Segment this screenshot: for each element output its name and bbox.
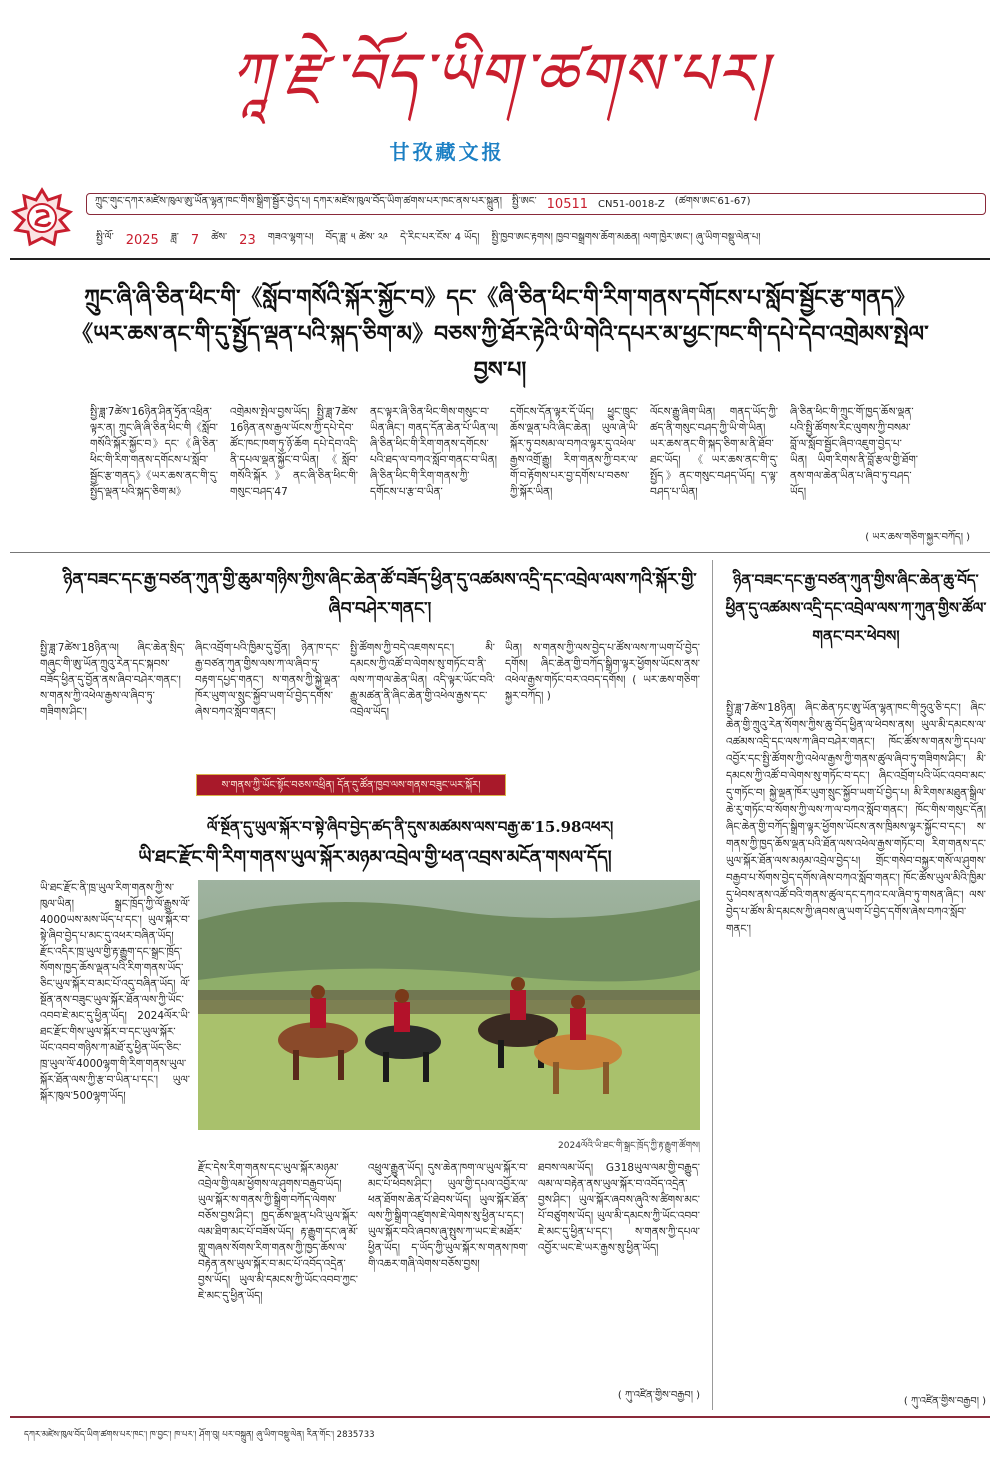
tibetan-date: བོད་ཟླ་ ༥ ཚེས་ ༢༩ — [325, 232, 389, 243]
article4-col3: འཕྲུལ་རྒྱུན་ཡོད། དུས་ཆེན་ཁག་ལ་ཡུལ་སྐོར་བ་མང་པོ་ཕེབས་ཤིང་། ཡུལ་གྱི་དཔལ་འབྱོར་ལ་ཕན་ཐོགས་ཆེན་པོ་ཐེབས་ཡོད། ཡུལ་སྐོར་ཐོན་ལས་ཀྱི་སྒྲིག་འཛུགས་ཇེ་ལེགས་སུ་ཕྱིན་པ་དང་། ཡུལ་སྐོར་བའི་ཞབས་ཞུ་སྤུས་ཀ་ཡང་ཇེ་མཐོར་ཕྱིན་ཡོད། ད་ཡོད་ཀྱི་ཡུལ་སྐོར་ས་གནས་ཁག་གི་འཆར་གཞི་ལེགས་བཅོས་བྱས། — [368, 1162, 528, 1270]
issue-number: 10511 — [546, 196, 589, 212]
article1-col1: སྤྱི་ཟླ་7ཚེས་16ཉིན་ཤིན་ཧྲོན་འཕྲིན་ལྟར་ན། ཀྲུང་ཞི་ཞི་ཅིན་ཕིང་གི《སློབ་གསོའི་སྐོར་སྐྱོང་བ》དང་《ཞི་ཅིན་ཕིང་གི་རིག་གནས་དགོངས་པ་སློབ་སྦྱོང་རྩ་གནད》《ཡར་ཆས་ནང་གི་དུ་སྤྱོད་ལྡན་པའི་སྐད་ཅིག་མ》 — [90, 406, 218, 498]
page-count: དེ་རིང་པར་ངོས་ 4 ཡོད། — [400, 232, 480, 243]
section-divider — [10, 552, 990, 553]
article4-col4: ཐབས་ལམ་ཡོད། G318ཡུལ་ལམ་གྱི་བརྒྱུད་ལམ་ལ་བརྟེན་ནས་ཡུལ་སྐོར་བ་འབོད་འདྲེན་བྱས་ཤིང་། ཡུལ་སྐོར་ཞབས་ཞུའི་ས་ཚིགས་མང་པོ་བཙུགས་ཡོད། ཡུལ་མི་དམངས་ཀྱི་ཡོང་འབབ་ཇེ་མང་དུ་ཕྱིན་པ་དང་། ས་གནས་ཀྱི་དཔལ་འབྱོར་ཡང་ཇེ་ཡར་རྒྱས་སུ་ཕྱིན་ཡོད། — [538, 1162, 700, 1254]
article2-headline: ཉིན་བཟང་དང་རྒྱ་བཙན་ཀུན་གྱི་ཆུམ་གཉིས་ཀྱིས་ཞིང་ཆེན་ཚོ་བཟོད་ཕྱིན་དུ་འཚམས་འདྲི་དང་འབྲེལ་ལས་ཀའི་སྐོར་གྱི་ཞིབ་བཤེར་གནང་། — [63, 570, 697, 619]
masthead — [0, 0, 1000, 186]
article1-col5: ལོངས་རྒྱུ་ཞིག་ཡིན། གནད་ཡོད་ཀྱི་ཚད་ནི་གསུང་བཤད་ཀྱི་ཡི་གེ་ཡིན། ཡར་ཆས་ནང་གི་སྐད་ཅིག་མ་ནི་ཐོབ་ཐང་ཡོད། 《ཡར་ཆས་ནང་གི་དུ་སྤྱོད》ནང་གསུང་བཤད་ཡོད། ད་ལྟ་བཤད་པ་ཡིན། — [650, 406, 778, 498]
cn-code-suffix: (ཚགས་ཨང་61-67) — [674, 196, 751, 207]
newspaper-logo-icon — [10, 186, 74, 250]
extra-info: སྤྱི་ཁྱབ་ཨང་རྟགས། ཁྱབ་བསྒྲགས་ཆོག་མཆན། ལག་ཁྱེར་ཨང་། ཞུ་ཡིག་བསྡུ་ལེན་པ། — [491, 232, 761, 243]
masthead-chinese-title: 甘孜藏文报 — [389, 140, 505, 164]
year: 2025 — [125, 232, 159, 248]
day: 23 — [239, 232, 256, 248]
article2-col1: སྤྱི་ཟླ་7ཚེས་18ཉིན་ལ། ཞིང་ཆེན་སྲིད་གཞུང་གི་ཨུ་ཡོན་ཀྲུའུ་རེན་དང་སྐབས་བཟོད་ཕྱིན་དུ་བྱོན་ནས་ཞིབ་བཤེར་གནང་། ས་གནས་ཀྱི་འཕེལ་རྒྱས་ལ་ཞིབ་ཏུ་གཟིགས་ཤིང་། — [40, 642, 185, 718]
day-label: ཚེས་ — [211, 232, 228, 243]
section-banner: ས་གནས་ཀྱི་ཡོང་སྟོང་བཅས་འཕྲིན། དོན་དུ་ཚོན་ཁྱབ་ལས་གནས་བཟུང་ཡར་སྐོར། — [196, 774, 506, 796]
year-label: སྤྱི་ལོ་ — [96, 232, 114, 243]
article1-col2: འགྲེམས་སྤེལ་བྱས་ཡོད། སྤྱི་ཟླ་7ཚེས་16ཉིན་ནས་རྒྱལ་ཡོངས་ཀྱི་དཔེ་དེབ་ཚོང་ཁང་ཁག་ཏུ་ཉོ་ཆོག དཔེ་དེབ་འདི་ནི་དཔལ་ལྡན་སྐྱོང་བ་ཡིན། 《སློབ་གསོའི་སྐོར》ནང་ཞི་ཅིན་ཕིང་གི་གསུང་བཤད་47 — [230, 406, 358, 498]
article2-col3: སྤྱི་ཚོགས་ཀྱི་བདེ་འཇགས་དང་། མི་དམངས་ཀྱི་འཚོ་བ་ལེགས་སུ་གཏོང་བ་ནི་ལས་ཀ་གལ་ཆེན་ཡིན། འདི་ལྟར་ཡོང་བའི་རྒྱུ་མཚན་ནི་ཞིང་ཆེན་གྱི་འཕེལ་རྒྱས་དང་འབྲེལ་ཡོད། — [350, 642, 495, 718]
issue-label: སྤྱི་ཨང་ — [511, 196, 537, 207]
article4-headline-line1: ལོ་སྔོན་དུ་ཡུལ་སྐོར་བ་སྟེ་ཞིབ་བྱེད་ཚད་ནི་དུས་མཚམས་ལས་བརྒྱ་ཆ་15.98འཕར། — [206, 818, 614, 836]
article4-headline-line2: ཡི་ཐང་རྫོང་གི་རིག་གནས་ཡུལ་སྐོར་མཉམ་འབྲེལ་གྱི་ཕན་འབྲས་མངོན་གསལ་དོད། — [138, 847, 612, 868]
publisher-info: ཀྲུང་གུང་དཀར་མཛེས་ཁུལ་ཨུ་ཡོན་ལྷན་ཁང་གིས་སྒྲིག་སྦྱོར་བྱེད་པ། དཀར་མཛེས་ཁུལ་བོད་ཡིག་ཚགས་པར་ཁང་ནས་པར་སྐྲུན། — [95, 196, 502, 207]
article1-col6: ཞི་ཅིན་ཕིང་གི་ཀྲུང་གོ་ཁྱད་ཆོས་ལྡན་པའི་སྤྱི་ཚོགས་རིང་ལུགས་ཀྱི་བསམ་བློ་ལ་སློབ་སྦྱོང་ཞིབ་འཇུག་བྱེད་པ་ཡིན། ཡིག་རིགས་ནི་བློ་རྩལ་གྱི་ཐོག་ནས་གལ་ཆེན་ཡིན་པ་ཞིབ་ཏུ་བཤད་ཡོད། — [790, 406, 918, 498]
article3-byline: ( ཀུ་འཛིན་གྱིས་བརྒྱབ། ) — [903, 1396, 986, 1407]
article4-left-column: ཡི་ཐང་རྫོང་ནི་ཁྲ་ཡུལ་རིག་གནས་ཀྱི་ས་ཁུལ་ཡིན། སྒྲང་ཁྲོད་ཀྱི་ལོ་རྒྱུས་ལོ་4000ཡས་མས་ཡོད་པ་དང་། ཡུལ་སྐོར་བ་སྟེ་ཞིབ་བྱེད་པ་མང་དུ་འཕར་བཞིན་ཡོད། རྫོང་འདིར་ཁྲ་ཡུལ་གྱི་རྟ་རྒྱུག་དང་སྒྲང་ཁྲོད་སོགས་ཁྱད་ཆོས་ལྡན་པའི་རིག་གནས་ཡོད་ཅིང་ཡུལ་སྐོར་བ་མང་པོ་འདུ་བཞིན་ཡོད། ལོ་སྔོན་ནས་བཟུང་ཡུལ་སྐོར་ཐོན་ལས་ཀྱི་ཡོང་འབབ་ཇེ་མང་དུ་ཕྱིན་ཡོད། 2024ལོར་ཡི་ཐང་རྫོང་གིས་ཡུལ་སྐོར་བ་དང་ཡུལ་སྐོར་ཡོང་འབབ་གཉིས་ཀ་མཐོ་རུ་ཕྱིན་ཡོད་ཅིང་ཁྲ་ཡུལ་ལོ་4000ལྷག་གི་རིག་གནས་ཡུལ་སྐོར་ཐོན་ལས་ཀྱི་རྩ་བ་ཡིན་པ་དང་། ཡུལ་སྐོར་ཁུལ་500ལྷག་ཡོད། — [40, 882, 190, 1102]
article1-byline: ( ཡར་ཆས་གཅིག་སྐྱར་བཀོད། ) — [865, 532, 970, 543]
column-divider — [712, 560, 713, 1410]
masthead-title: ཀཱ་རྫེ་བོད་ཡིག་ཚགས་པར། — [230, 40, 770, 108]
article3-headline: ཉིན་བཟང་དང་རྒྱ་བཙན་ཀུན་གྱིས་ཞིང་ཆེན་ཆུ་བོད་ཕྱིན་དུ་འཚམས་འདྲི་དང་འབྲེལ་ལས་ཀ་ཀུན་གྱིས་ཚོལ་གནང་བར་ཕེབས། — [725, 571, 987, 645]
article2-col2: ཞིང་འབྲོག་པའི་ཁྱིམ་དུ་བྱོན། ཉེན་ཁ་དང་རྒྱ་བཙན་ཀུན་གྱིས་ལས་ཀ་ལ་ཞིབ་ཏུ་བརྟག་དཔྱད་གནང་། ས་གནས་ཀྱི་སྐྱེ་ལྡན་ཁོར་ཡུག་ལ་སྲུང་སྐྱོབ་ཡག་པོ་བྱེད་དགོས་ཞེས་བཀའ་སློབ་གནང་། — [195, 642, 340, 718]
horse-race-photo — [198, 880, 700, 1130]
photo-caption: 2024ལོའི་ཡི་ཐང་གི་སྒྲང་ཁྲོད་ཀྱི་རྟ་རྒྱུག་ཚོགས། — [558, 1141, 700, 1151]
article1-headline: ཀྲུང་ཞི་ཞི་ཅིན་ཕིང་གི་《སློབ་གསོའི་སྐོར་སྐྱོང་བ》དང་《ཞི་ཅིན་ཕིང་གི་རིག་གནས་དགོངས་པ་སློབ་སྦྱོང་རྩ་གནད》《ཡར་ཆས་ནང་གི་དུ་སྤྱོད་ལྡན་པའི་སྐད་ཅིག་མ》བཅས་ཀྱི་ཐོར་རྟེའི་ཡི་གེའི་དཔར་མ་ཕྱང་ཁང་གི་དཔེ་དེབ་འགྲེམས་སྤེལ་བྱས་པ། — [71, 285, 929, 383]
month-label: ཟླ་ — [170, 232, 179, 243]
article4-byline: ( ཀུ་འཛིན་གྱིས་བརྒྱབ། ) — [617, 1390, 700, 1401]
article3-body: སྤྱི་ཟླ་7ཚེས་18ཉིན། ཞིང་ཆེན་ཏང་ཨུ་ཡོན་ལྷན་ཁང་གི་ཧྲུའུ་ཅི་དང་། ཞིང་ཆེན་གྱི་ཀྲུའུ་རེན་སོགས་ཀྱིས་ཆུ་བོད་ཕྱིན་ལ་ཕེབས་ནས། ཡུལ་མི་དམངས་ལ་འཚམས་འདྲི་དང་ལས་ཀ་ཞིབ་བཤེར་གནང་། ཁོང་ཚོས་ས་གནས་ཀྱི་དཔལ་འབྱོར་དང་སྤྱི་ཚོགས་ཀྱི་འཕེལ་རྒྱས་ཀྱི་གནས་ཚུལ་ཞིབ་ཏུ་གཟིགས་ཤིང་། མི་དམངས་ཀྱི་འཚོ་བ་ལེགས་སུ་གཏོང་བ་དང་། ཞིང་འབྲོག་པའི་ཡོང་འབབ་མང་དུ་གཏོང་བ། སྐྱེ་ལྡན་ཁོར་ཡུག་སྲུང་སྐྱོབ་ཡག་པོ་བྱེད་པ། མི་རིགས་མཐུན་སྒྲིལ་ཆེ་རུ་གཏོང་བ་སོགས་ཀྱི་ལས་ཀ་ལ་བཀའ་སློབ་གནང་། ཁོང་གིས་གསུང་དོན། ཞིང་ཆེན་གྱི་བཀོད་སྒྲིག་ལྟར་ཕྱོགས་ཡོངས་ནས་ཁྲིམས་ལྟར་སྐྱོང་བ་དང་། ས་གནས་ཀྱི་ཁྱད་ཆོས་ལྡན་པའི་ཐོན་ལས་འཕེལ་རྒྱས་གཏོང་བ། རིག་གནས་དང་ཡུལ་སྐོར་ཐོན་ལས་མཉམ་འབྲེལ་བྱེད་པ། གྲོང་གསེབ་བསྐྱར་གསོ་ལ་ཤུགས་བརྒྱབ་པ་སོགས་བྱེད་དགོས་ཞེས་བཀའ་སློབ་གནང་། ཁོང་ཚོས་ཡུལ་མིའི་ཁྱིམ་དུ་ཕེབས་ནས་འཚོ་བའི་གནས་ཚུལ་དང་དཀའ་ངལ་ཞིབ་ཏུ་གསན་ཞིང་། ལས་བྱེད་པ་ཚོས་མི་དམངས་ཀྱི་ཞབས་ཞུ་ཡག་པོ་བྱེད་དགོས་ཞེས་བཀའ་སློབ་གནང་། — [726, 702, 986, 935]
article2-col4: ཡིན། ས་གནས་ཀྱི་ལས་བྱེད་པ་ཚོས་ལས་ཀ་ཡག་པོ་བྱེད་དགོས། ཞིང་ཆེན་གྱི་བཀོད་སྒྲིག་ལྟར་ཕྱོགས་ཡོངས་ནས་འཕེལ་རྒྱས་གཏོང་བར་འབད་དགོས། ( ཡར་ཆས་གཅིག་སྐྱར་བཀོད། ) — [505, 642, 700, 702]
weekday: གཟའ་ལྷག་པ། — [267, 232, 314, 243]
article1-col4: དགོངས་དོན་ལྟར་དོ་ཡོད། ཕྱུང་ཁྲུང་ཆོས་ལྡན་པའི་ཞིང་ཆེན། ཡུལ་ཞེ་ཡི་སྐོར་ཏུ་བསམ་ལ་བཀའ་ལྟར་དུ་འཕེལ་རྒྱས་འགྲོ་རྒྱུ། རིག་གནས་ཀྱི་བར་ལ་གོ་བ་རྟོགས་པར་བྱ་དགོས་པ་བཅས་ཀྱི་སྐོར་ཡིན། — [510, 406, 638, 498]
article1-col3: ནང་ལྟར་ཞི་ཅིན་ཕིང་གིས་གསུང་བ་ཡིན་ཞིང་། གནད་དོན་ཆེན་པོ་ཡིན་ལ། ཞི་ཅིན་ཕིང་གི་རིག་གནས་དགོངས་པའི་ཐད་ལ་བཀའ་སློབ་གནང་བ་ཡིན། ཞི་ཅིན་ཕིང་གི་རིག་གནས་ཀྱི་དགོངས་པ་རྩ་བ་ཡིན་ — [370, 406, 498, 498]
date-bar — [86, 230, 986, 250]
month: 7 — [190, 232, 200, 248]
masthead-divider — [10, 258, 990, 260]
article4-col2: རྫོང་དེས་རིག་གནས་དང་ཡུལ་སྐོར་མཉམ་འབྲེལ་གྱི་ལམ་ཕྱོགས་ལ་ཤུགས་བརྒྱབ་ཡོད། ཡུལ་སྐོར་ས་གནས་ཀྱི་སྒྲིག་བཀོད་ལེགས་བཅོས་བྱས་ཤིང་། ཁྱད་ཆོས་ལྡན་པའི་ཡུལ་སྐོར་ལམ་ཐིག་མང་པོ་བཟོས་ཡོད། རྟ་རྒྱུག་དང་ཞྭ་མོ་གླུ་གཞས་སོགས་རིག་གནས་ཀྱི་ཁྱད་ཆོས་ལ་བརྟེན་ནས་ཡུལ་སྐོར་བ་མང་པོ་འབོད་འདྲེན་བྱས་ཡོད། ཡུལ་མི་དམངས་ཀྱི་ཡོང་འབབ་ཀྱང་ཇེ་མང་དུ་ཕྱིན་ཡོད། — [198, 1162, 358, 1302]
footer-text: དཀར་མཛེས་ཁུལ་བོད་ཡིག་ཚགས་པར་ཁང་། ཁ་བྱང་། ཁ་པར་། ཤོག་བུ། པར་བསྐྲུན། ཞུ་ཡིག་བསྡུ་ལེན། རིན་གོང་། 2835733 — [24, 1430, 375, 1440]
footer — [10, 1416, 990, 1446]
cn-code: CN51-0018-Z — [598, 198, 665, 210]
masthead-info-bar — [86, 193, 986, 215]
